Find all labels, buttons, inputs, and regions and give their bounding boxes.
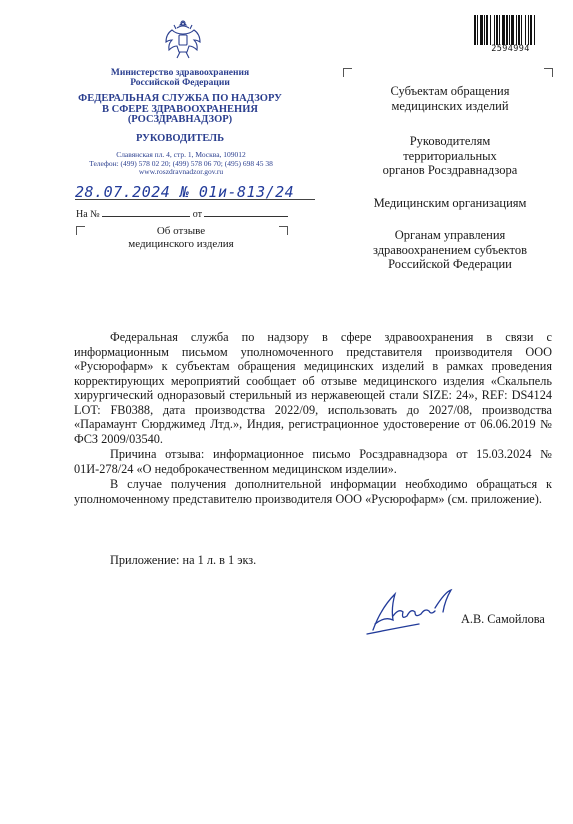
barcode-bar (521, 15, 522, 45)
agency-line: В СФЕРЕ ЗДРАВООХРАНЕНИЯ (102, 103, 258, 115)
body-paragraph: Федеральная служба по надзору в сфере здравоохранения в связи с информационным письмом уполномоченного представителя производителя ООО «Русюрофарм» к субъектам обращения медицинских изделий в рамках проведения корректирующих мероприятий сообщает об отзыве медицинского изделия «Скальпель хирургический одноразовый стерильный из нержавеющей стали SIZE: 24», REF: DS4124 LOT: FB0388, дата производства 2022/09, использовать до 2027/08, производства «Парамаунт Сюрджимед Лтд.», Индия, регистрационное удостоверение от 06.06.2019 № ФСЗ 2009/03540. (74, 330, 552, 446)
barcode-number: 2594994 (491, 44, 530, 54)
bracket-corner (343, 68, 352, 77)
barcode-bar (484, 15, 485, 45)
barcode-bar (499, 15, 500, 45)
registration-underline (75, 199, 315, 200)
barcode-bar (490, 15, 491, 45)
ministry-name (70, 68, 290, 88)
barcode-bar (534, 15, 535, 45)
barcode-bar (502, 15, 505, 45)
letter-body (74, 330, 552, 506)
coat-of-arms-icon (162, 18, 204, 62)
recipient-line: медицинских изделий (391, 98, 509, 113)
bracket-corner (279, 226, 288, 235)
ref-number-label: На № (76, 209, 100, 220)
recipient-line: Органам управления (394, 228, 506, 242)
head-title: РУКОВОДИТЕЛЬ (135, 133, 225, 144)
subject (96, 225, 266, 251)
ministry-line: Российской Федерации (130, 78, 230, 88)
barcode-bar (496, 15, 498, 45)
barcode-bar (477, 15, 478, 45)
barcode-bar (516, 15, 517, 45)
registration-field (75, 183, 325, 205)
agency-name (60, 94, 300, 126)
barcode-bar (530, 15, 532, 45)
body-paragraph: В случае получения дополнительной информации необходимо обращаться к уполномоченному представителю производителя ООО «Русюрофарм» (см. приложение). (74, 477, 552, 506)
reference-field (76, 208, 296, 220)
attachment-note: Приложение: на 1 л. в 1 экз. (110, 553, 257, 567)
barcode-bar (486, 15, 488, 45)
barcode-bar (518, 15, 520, 45)
agency-line: (РОСЗДРАВНАДЗОР) (127, 114, 233, 125)
recipient-block (350, 228, 550, 272)
barcode-bar (474, 15, 476, 45)
barcode-bar (480, 15, 483, 45)
subject-line: Об отзыве (156, 225, 206, 237)
recipient-line: территориальных (403, 148, 497, 163)
signature-icon (363, 586, 473, 638)
registration-number: 28.07.2024 № 01и-813/24 (75, 183, 295, 201)
recipient-line: Субъектам обращения (390, 84, 510, 98)
ministry-line: Министерство здравоохранения (110, 68, 250, 78)
barcode-bar (525, 15, 526, 45)
barcode-bar (511, 15, 514, 45)
ref-number-line (102, 208, 190, 217)
recipient-line: органов Росздравнадзора (382, 163, 518, 177)
recipient-bracket (343, 68, 553, 78)
agency-line: ФЕДЕРАЛЬНАЯ СЛУЖБА ПО НАДЗОРУ (78, 93, 282, 104)
subject-line: медицинского изделия (128, 238, 234, 250)
address-block (66, 151, 296, 177)
address-line: Славянская пл. 4, стр. 1, Москва, 109012 (116, 150, 246, 159)
recipient-line: Руководителям (409, 134, 491, 148)
phone-line: Телефон: (499) 578 02 20; (499) 578 06 70; (495) 698 45 38 (89, 158, 273, 168)
ref-date-label: от (192, 209, 202, 220)
recipient-block (350, 134, 550, 178)
ref-date-line (204, 208, 288, 217)
recipient-line: Российской Федерации (388, 257, 512, 271)
barcode-bar (509, 15, 510, 45)
website-line: www.roszdravnadzor.gov.ru (138, 167, 224, 177)
signer-name: А.В. Самойлова (461, 612, 545, 626)
recipient-block (350, 196, 550, 211)
bracket-corner (76, 226, 85, 235)
bracket-corner (544, 68, 553, 77)
body-paragraph: Причина отзыва: информационное письмо Росздравнадзора от 15.03.2024 № 01И-278/24 «О недоброкачественном медицинском изделии». (74, 447, 552, 476)
recipient-line: Медицинским организациям (373, 196, 527, 210)
barcode-bar (506, 15, 508, 45)
barcode-bar (494, 15, 495, 45)
barcode-icon (474, 15, 547, 45)
recipient-line: здравоохранением субъектов (372, 242, 527, 257)
barcode-bar (528, 15, 529, 45)
recipient-block (350, 84, 550, 113)
